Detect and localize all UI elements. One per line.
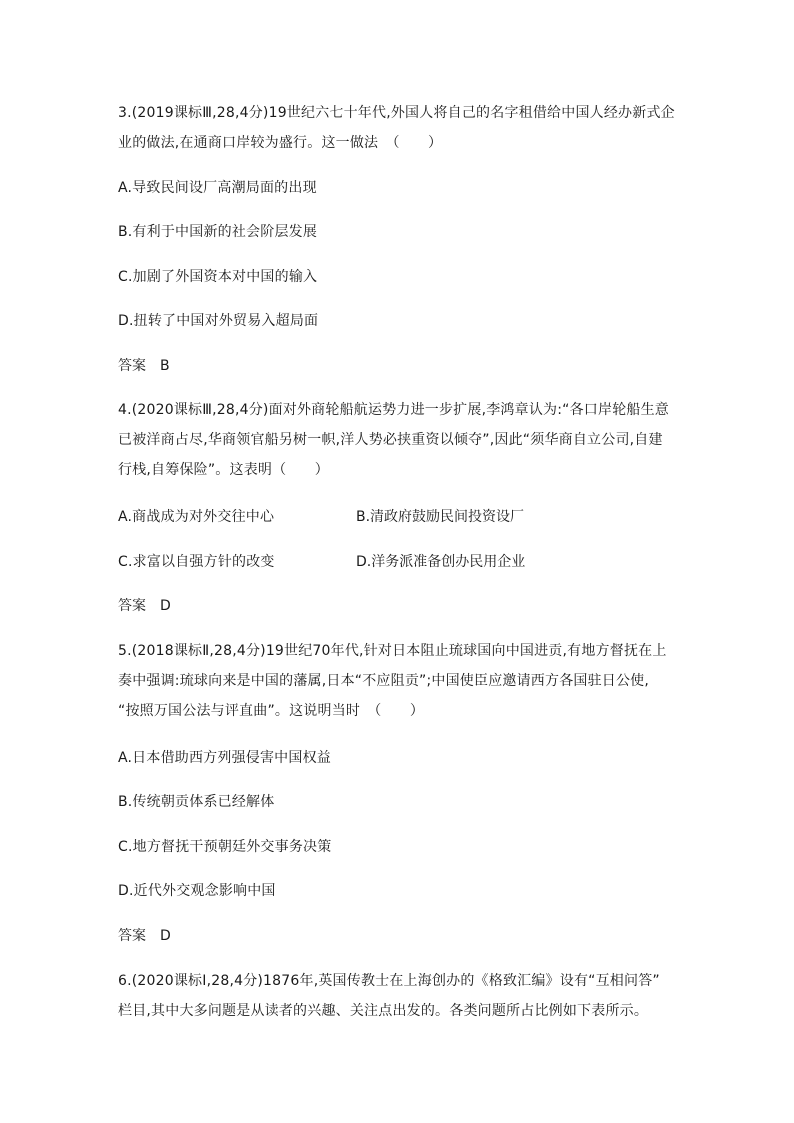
question-4-stem-line-1: 4.(2020课标Ⅲ,28,4分)面对外商轮船航运势力进一步扩展,李鸿章认为:“各口岸轮船生意 <box>118 402 670 418</box>
question-3-option-a: A.导致民间设厂高潮局面的出现 <box>118 180 317 196</box>
answer-value: D <box>160 928 171 944</box>
question-5-option-a: A.日本借助西方列强侵害中国权益 <box>118 750 331 766</box>
question-5-option-c: C.地方督抚干预朝廷外交事务决策 <box>118 839 332 855</box>
question-6-stem-line-2: 栏目,其中大多问题是从读者的兴趣、关注点出发的。各类问题所占比例如下表所示。 <box>118 1003 649 1019</box>
answer-value: B <box>160 358 170 374</box>
question-5-stem-line-3: “按照万国公法与评直曲”。这说明当时 （ ） <box>118 703 425 719</box>
answer-label: 答案 <box>118 598 146 614</box>
question-3-stem-line-1: 3.(2019课标Ⅲ,28,4分)19世纪六七十年代,外国人将自己的名字租借给中国人经办新式企 <box>118 105 675 121</box>
question-6-stem-line-1: 6.(2020课标Ⅰ,28,4分)1876年,英国传教士在上海创办的《格致汇编》设有“互相问答” <box>118 973 660 989</box>
question-3-option-b: B.有利于中国新的社会阶层发展 <box>118 224 318 240</box>
question-3-answer <box>118 356 170 376</box>
question-3-option-d: D.扭转了中国对外贸易入超局面 <box>118 313 319 329</box>
question-4-option-d: D.洋务派准备创办民用企业 <box>356 554 526 570</box>
question-5-option-b: B.传统朝贡体系已经解体 <box>118 794 275 810</box>
question-5-stem-line-2: 奏中强调:琉球向来是中国的藩属,日本“不应阻贡”;中国使臣应邀请西方各国驻日公使, <box>118 673 650 689</box>
answer-value: D <box>160 598 171 614</box>
question-4-option-b: B.清政府鼓励民间投资设厂 <box>356 509 525 525</box>
question-4-option-c: C.求富以自强方针的改变 <box>118 554 275 570</box>
question-4-answer <box>118 596 171 616</box>
question-5-option-d: D.近代外交观念影响中国 <box>118 883 276 899</box>
answer-label: 答案 <box>118 358 146 374</box>
question-4-stem-line-2: 已被洋商占尽,华商领官船另树一帜,洋人势必挟重资以倾夺”,因此“须华商自立公司,自建 <box>118 432 663 448</box>
question-3-option-c: C.加剧了外国资本对中国的输入 <box>118 269 318 285</box>
question-4-option-a: A.商战成为对外交往中心 <box>118 509 275 525</box>
question-4-stem-line-3: 行栈,自筹保险”。这表明（ ） <box>118 462 329 478</box>
question-3-stem-line-2: 业的做法,在通商口岸较为盛行。这一做法 （ ） <box>118 135 443 151</box>
answer-label: 答案 <box>118 928 146 944</box>
question-5-stem-line-1: 5.(2018课标Ⅱ,28,4分)19世纪70年代,针对日本阻止琉球国向中国进贡,有地方督抚在上 <box>118 643 667 659</box>
question-5-answer <box>118 926 171 946</box>
